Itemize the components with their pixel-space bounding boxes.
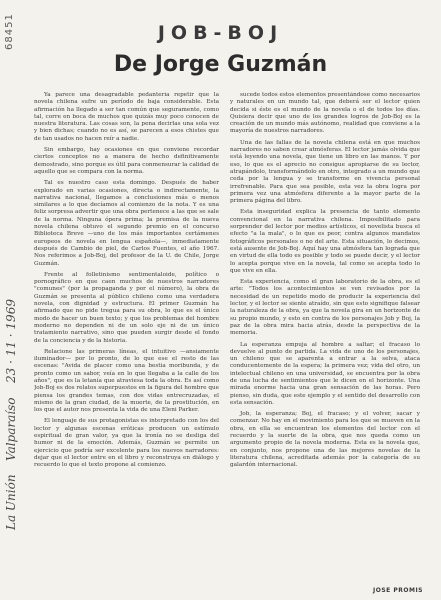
article-column-right <box>230 92 420 570</box>
paragraph: Tal es nuestro caso esta domingo. Después de haber explorado en varias ocasiones, directa o indirectamente, la narrativa nacional, llegamos a conclusiones más o menos similares a lo que decíamos al comienzo de la nota. Y es una feliz sorpresa advertir que una obra pertenece a las que se sale de la norma. Ninguna ópera prima; la premisa de la nueva novela chilena obtuvo el segundo premio en el concurso Biblioteca Breve —uno de los más importantes certámenes europeos de novela en lengua española—, inmediatamente después de Cambio de piel, de Carlos Fuentes, el año 1967. Nos referimos a Job-Boj, del profesor de la U. de Chile, Jorge Guzmán. <box>34 180 219 267</box>
paragraph: Frente al folletinismo sentimentaloide, político o pornográfico en que caen muchos de nuestros narradores "comunes" (por la propaganda y por el número), la obra de Guzmán se presenta al público chileno como una verdadera novela, con dignidad y estructura. El primer Guzmán ha afirmado que no pide tregua para su obra, lo que es el único modo de hacer un buen texto; y que los problemas del hombre moderno no dependen ni de un solo eje ni de un único tratamiento narrativo, sino que pueden surgir desde el fondo de la conciencia y de la historia. <box>34 271 219 344</box>
paragraph: Sin embargo, hay ocasiones en que conviene recordar ciertos conceptos no a manera de hecho definitivamente demostrado, sino porque es útil para conmensurar la calidad de aquello que se compara con la norma. <box>34 147 219 175</box>
article-subtitle: De Jorge Guzmán <box>113 52 328 77</box>
author-signature: JOSE PROMIS <box>373 587 423 594</box>
paragraph: El lenguaje de sus protagonistas es interpretado con los del lector y algunas escenas eróticas producen un estímulo espiritual de gran valor, ya que la ironía no se desliga del humor ni de la emoción. Además, Guzmán se permite un ejercicio que podría ser excelente para los nuevos narradores: dejar que el lector entre en el libro y reconstruya en diálogo y recuerdo lo que el texto propone al comienzo. <box>34 418 219 469</box>
paragraph: Esta inseguridad explica la presencia de tanto elemento convencional en la narrativa chilena. Imposibilitado para sorprender del lector por medios artísticos, el novelista busca el efecto "a la mala", o lo que es peor, contra algunos mandatos fotográficos personales o no del arte. Esta situación, lo decimos, está ausente de Job-Boj. Aquí hay una atmósfera tan lograda que en virtud de ella todo es posible y todo se puede decir, y el lector lo acepta porque vive en la novela, tal como se acepta todo lo que vive en ella. <box>230 209 420 274</box>
paragraph: Una de las fallas de la novela chilena está en que muchos narradores no saben crear atmósferas. El lector jamás olvida que está leyendo una novela, que tiene un libro en las manos. Y por eso, lo que es el aprecio no consigue apropiarse de su lector, atrapándolo, transformándolo en otro, integrado a un mundo que ceda por la lengua y se transforme en vivencia personal irrefrenable. Para que sea posible, esta vez la obra logra por primera vez una atmósfera diferente a la mayor parte de la primera página del libro. <box>230 139 420 205</box>
paragraph: sucede todos estos elementos presentándose como necesarios y naturales en un mundo tal, que deberá ser el lector quien decida si éste es el mundo de la novela o el de todos los días. Quisiera decir que uno de los grandes logros de Job-Boj es la creación de un mundo más autónomo, realidad que conviene a la mayoría de nuestros narradores. <box>230 92 420 135</box>
article-title: JOB-BOJ <box>157 22 284 44</box>
source-date: 23 · 11 · 1969 <box>4 299 18 384</box>
source-newspaper: La Unión <box>4 474 18 530</box>
article-column-left <box>34 92 219 582</box>
paragraph: La esperanza empuja al hombre a saltar; el fracaso lo devuelve al punto de partida. La vida de uno de los personajes, un chileno que se aparenta a entrar a la selva, ataca conducentemente de la espera; la primera vez; vida del otro, un intelectual chileno en una universidad, se encuentra por la obra de una lucha de sentimientos que le dicen en el horizonte. Una mirada enorme hacia una gran sensación de las horas. Pero pienso, sin duda, que este ejemplo y el sentido del desarrollo con esta sensación. <box>230 341 420 406</box>
catalog-code: 68451 <box>4 13 15 50</box>
paragraph: Esta experiencia, como el gran laboratorio de la obra, es el arte: "Todos los acontecimientos se ven revisados por la necesidad de un repetido modo de producir la experiencia del lector, y el lector se siente atraído, sin que esto signifique falsear la naturaleza de la obra, ya que la novela gira en un horizonte de su propio mundo, y esto en contra de los personajes Job y Boj, la paz de la obra mira hacia atrás, desde la perspectiva de la memoria. <box>230 279 420 337</box>
handwritten-source-note <box>4 230 34 530</box>
paragraph: Relacione las primeras líneas, el intuitivo —ansiamente iluminador— por lo pronto, de lo que ese el resto de las escenas: "Avida de placer como una bestia moribunda, y de pronto como un sabor, veía en lo que llegaba a la calle de los años", que es la letanía que atraviesa toda la obra. Es así como Job-Boj es dos relatos superpuestos en la figura del hombre que piensa los grandes temas, con dos vidas entrecruzadas, el mismo de la gran ciudad, de la muerte, de la prostitución, en los que el autor nos presenta la vida de una Eleni Parker. <box>34 348 219 414</box>
paragraph: Job, la esperanza; Boj, el fracaso; y el volver, sacar y comenzar. No hay en el movimiento para los que se mueven en la obra, en ella se encuentran los elementos del lector con el recuerdo y la suerte de la obra, que nos queda como un argumento propio de la novela moderna. Esta es la novela que, en conjunto, nos propone una de las mejores novelas de la literatura chilena, acreditada además por la categoría de su galardón internacional. <box>230 411 420 469</box>
paragraph: Ya parece una desagradable pedantería repetir que la novela chilena sufre un período de baja considerable. Esta afirmación ha llegado a ser tan común que seguramente, como tal, corre en boca de muchos que quizás muy poco conocen de nuestra literatura. Las cosas son, la pena decirlas una sola vez y bien dichas; cuando no es así, se parecen a esos chistes que de tan usados no hacen reír a nadie. <box>34 92 219 142</box>
source-city: Valparaíso <box>4 397 18 461</box>
